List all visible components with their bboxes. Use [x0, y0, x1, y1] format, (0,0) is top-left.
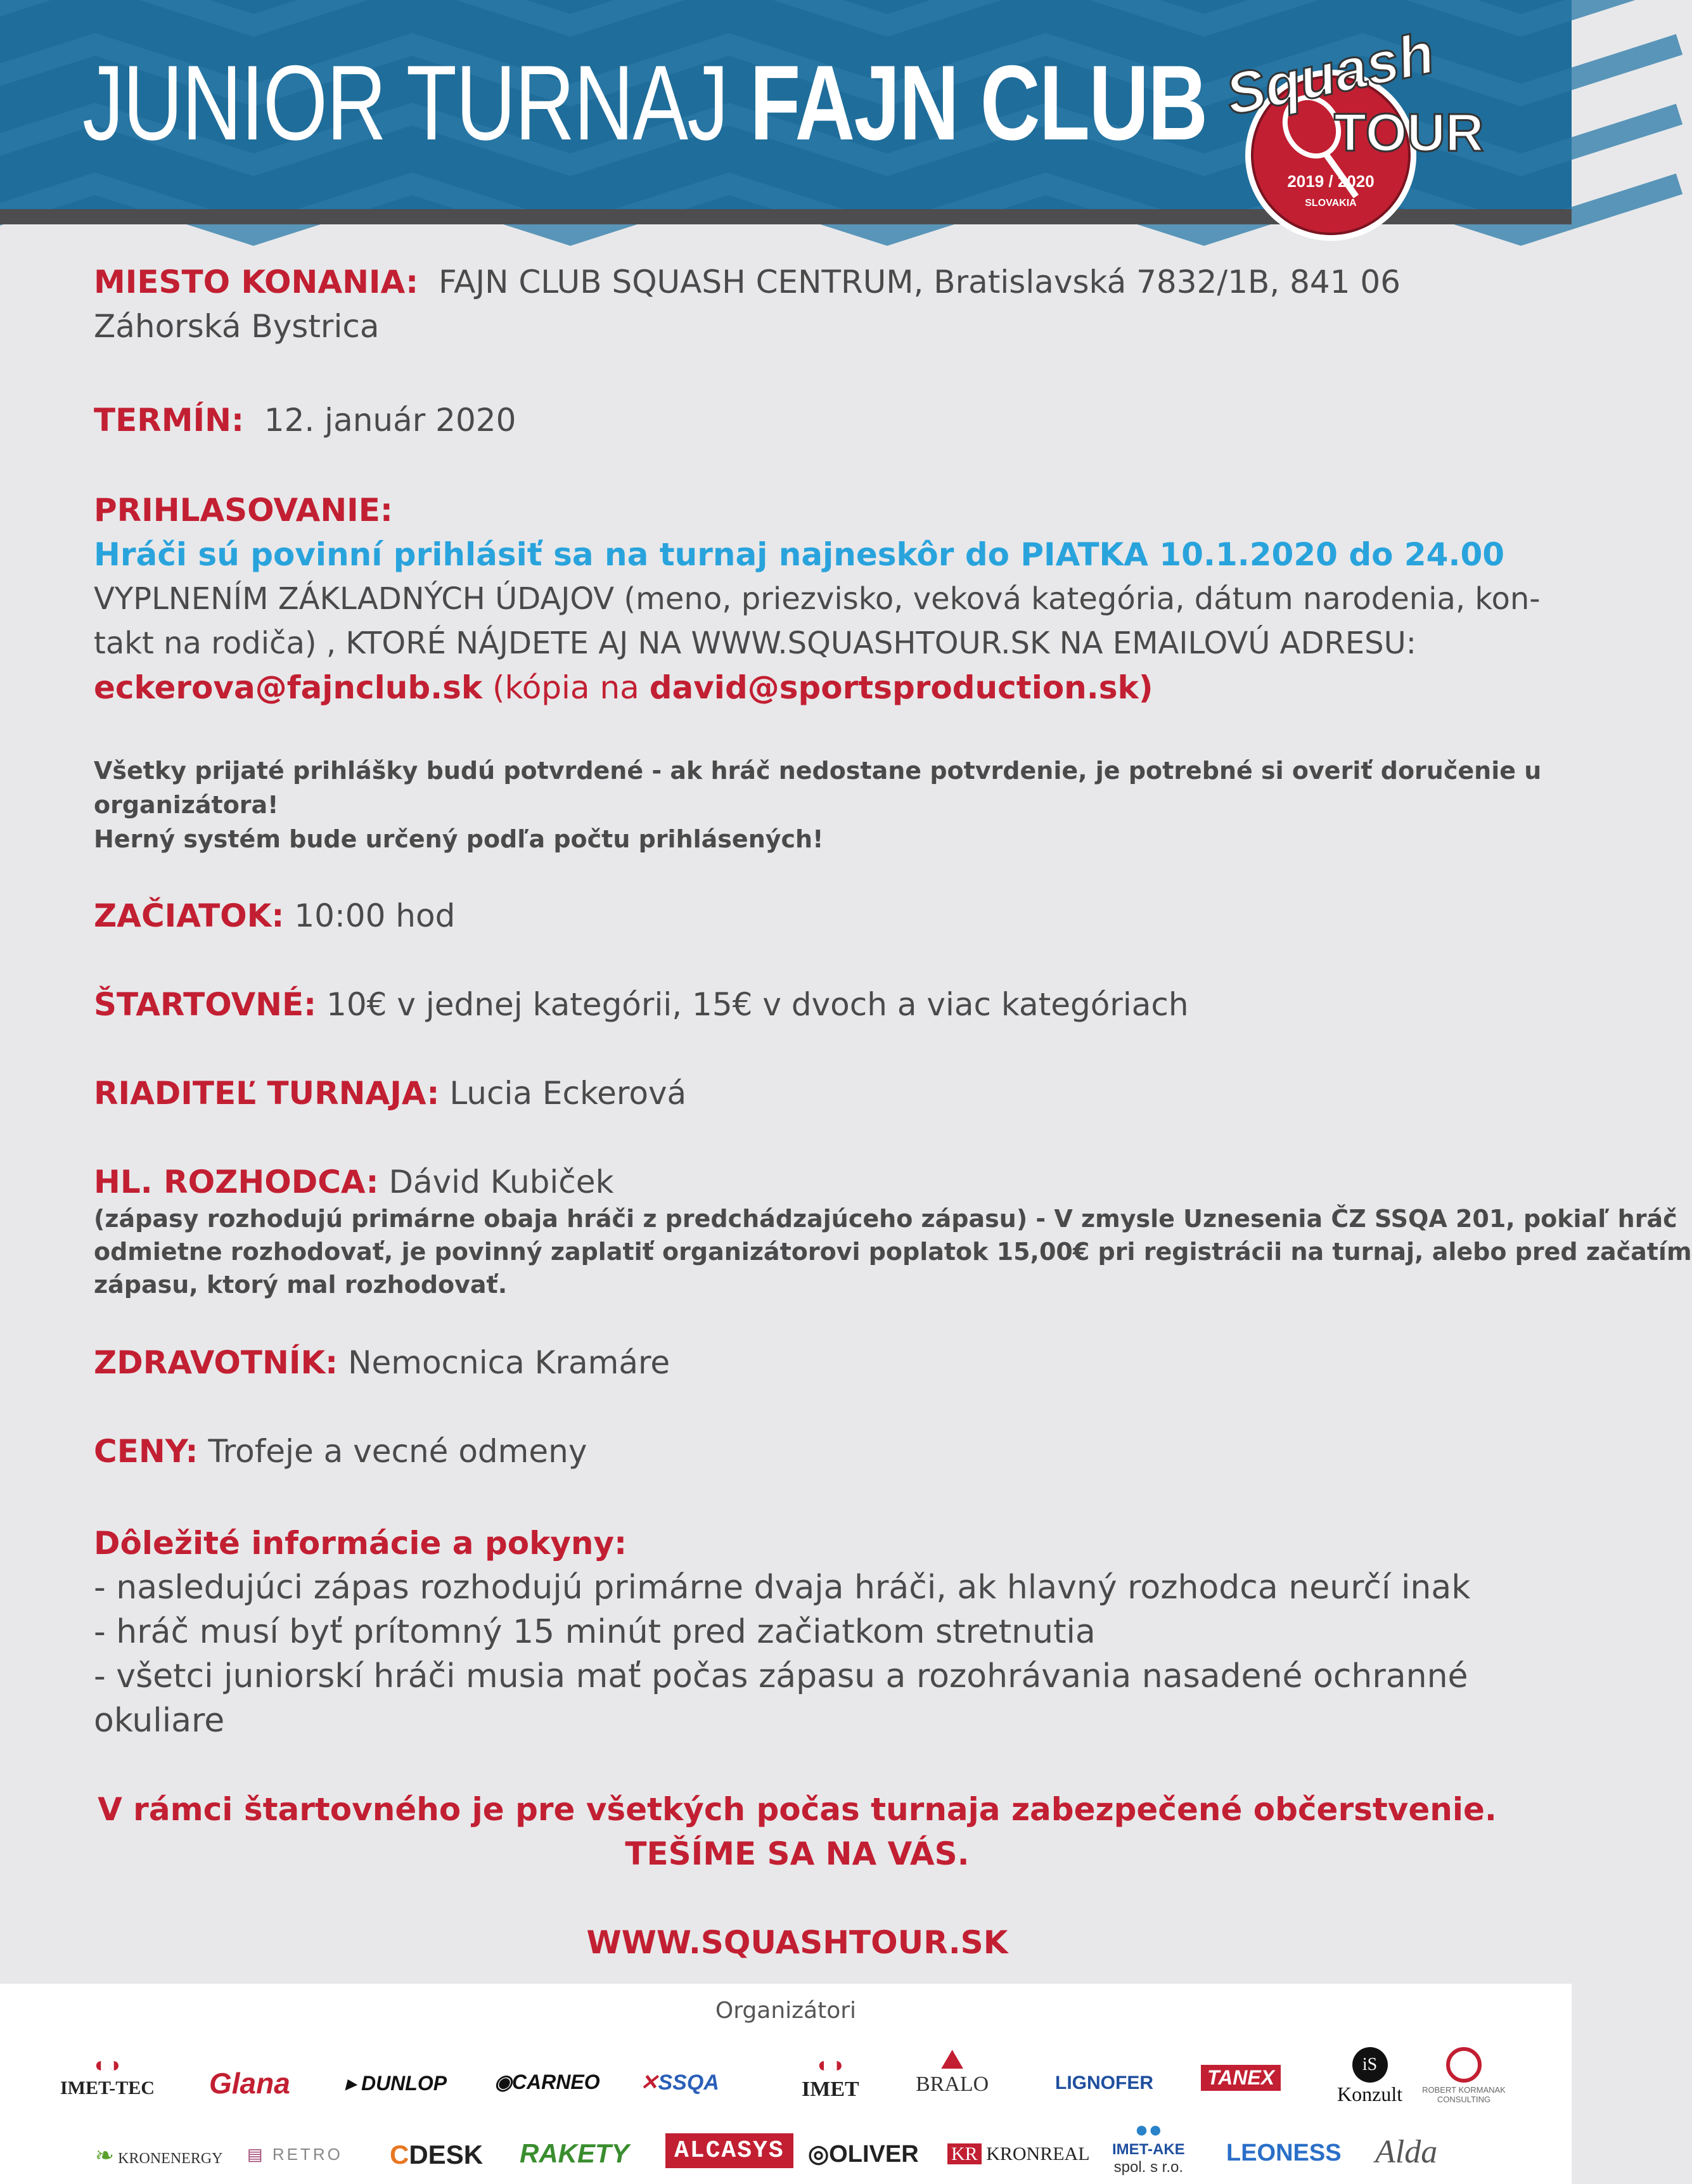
bubble-icon: ●● [1134, 2116, 1163, 2142]
sponsor-logo: ⛰ BRALO [916, 2044, 989, 2096]
important-item: - hráč musí byť prítomný 15 minút pred začiatkom stretnutia [94, 1613, 1096, 1651]
referee-note2: odmietne rozhodovať, je povinný zaplatiť organizátorovi poplatok 15,00€ pri registrácii na turnaj, alebo pred začatím [94, 1238, 1692, 1266]
referee-note3: zápasu, ktorý mal rozhodovať. [94, 1271, 508, 1299]
sponsor-logo: ●● IMET-AKE spol. s r.o. [1112, 2116, 1185, 2176]
referee-line: HL. ROZHODCA: Dávid Kubiček [94, 1164, 614, 1200]
logo-line2: TOUR [1334, 103, 1484, 162]
sponsor-logo: ◉CARNEO [494, 2071, 600, 2093]
director-line: RIADITEĽ TURNAJA: Lucia Eckerová [94, 1075, 687, 1112]
imet-tec-icon: ◐◑ [94, 2053, 120, 2077]
email-primary-link[interactable]: eckerova@fajnclub.sk [94, 669, 483, 706]
sponsor-logo: LEONESS [1226, 2140, 1342, 2166]
medic-line: ZDRAVOTNÍK: Nemocnica Kramáre [94, 1344, 670, 1381]
email-copy-link[interactable]: david@sportsproduction.sk [649, 669, 1139, 706]
venue-line: MIESTO KONANIA: FAJN CLUB SQUASH CENTRUM, Bratislavská 7832/1B, 841 06 [94, 264, 1401, 300]
logo-line1: Squash [1220, 20, 1440, 128]
leaf-icon: ❧ [95, 2143, 115, 2168]
sponsor-logo: RAKETY [520, 2138, 629, 2168]
organizers-label: Organizátori [715, 1998, 857, 2024]
confirm-line1: Všetky prijaté prihlášky budú potvrdené - ak hráč nedostane potvrdenie, je potrebné si overiť doručenie u [94, 757, 1542, 785]
mountain-icon: ⛰ [940, 2044, 965, 2075]
important-item: okuliare [94, 1702, 225, 1740]
is-icon: iS [1352, 2047, 1388, 2083]
sponsor-logo: Glana [209, 2067, 290, 2100]
ring-icon [1446, 2047, 1482, 2083]
sponsor-logo: iS Konzult [1337, 2047, 1402, 2106]
sponsor-logo: ALCASYS [665, 2133, 793, 2168]
kr-icon: KR [947, 2143, 982, 2164]
important-item: - všetci juniorskí hráči musia mať počas zápasu a rozohrávania nasadené ochranné [94, 1657, 1468, 1695]
confirm-line3: Herný systém bude určený podľa počtu prihlásených! [94, 825, 824, 853]
sponsor-logo: CDESK [390, 2140, 484, 2169]
closing-line1: V rámci štartovného je pre všetkých počas turnaja zabezpečené občerstvenie. [98, 1791, 1497, 1828]
squash-tour-logo [1210, 20, 1484, 247]
start-line: ZAČIATOK: 10:00 hod [94, 897, 456, 934]
sponsor-logo: KR KRONREAL [947, 2143, 1090, 2165]
imet-icon: ◐◑ [817, 2053, 843, 2077]
sponsor-logo: Alda [1375, 2134, 1438, 2170]
important-heading: Dôležité informácie a pokyny: [94, 1525, 627, 1562]
important-item: - nasledujúci zápas rozhodujú primárne dvaja hráči, ak hlavný rozhodca neurčí inak [94, 1569, 1471, 1607]
sponsor-logo: LIGNOFER [1055, 2072, 1153, 2093]
website-link[interactable]: WWW.SQUASHTOUR.SK [586, 1924, 1008, 1961]
registration-heading: PRIHLASOVANIE: [94, 492, 393, 529]
sponsors-footer [0, 1984, 1572, 2184]
sponsor-logo: ▸ DUNLOP [345, 2072, 447, 2095]
referee-note1: (zápasy rozhodujú primárne obaja hráči z predchádzajúceho zápasu) - V zmysle Uznesenia ČZ SSQA 201, pokiaľ hráč [94, 1205, 1677, 1233]
registration-emails: eckerova@fajnclub.sk (kópia na david@sportsproduction.sk) [94, 669, 1153, 706]
fee-line: ŠTARTOVNÉ: 10€ v jednej kategórii, 15€ v dvoch a viac kategóriach [94, 986, 1189, 1023]
sponsor-logo: ◐◑ IMET [802, 2053, 859, 2101]
sponsor-logo: ◎OLIVER [808, 2141, 919, 2168]
closing-line2: TEŠÍME SA NA VÁS. [625, 1835, 970, 1872]
venue-line2: Záhorská Bystrica [94, 308, 380, 345]
logo-country: SLOVAKIA [1305, 198, 1357, 209]
logo-season: 2019 / 2020 [1287, 172, 1375, 191]
prizes-line: CENY: Trofeje a vecné odmeny [94, 1433, 587, 1470]
sponsor-logo: ▤ RETRO [247, 2145, 343, 2164]
registration-line2: takt na rodiča) , KTORÉ NÁJDETE AJ NA WWW.SQUASHTOUR.SK NA EMAILOVÚ ADRESU: [94, 626, 1416, 661]
page-title: JUNIOR TURNAJ FAJN CLUB [82, 43, 1207, 162]
sponsor-logo: TANEX [1201, 2065, 1281, 2091]
sponsor-logo: ✕SSQA [640, 2071, 719, 2095]
date-line: TERMÍN: 12. január 2020 [94, 402, 516, 439]
sponsor-logo: ROBERT KORMANAK CONSULTING [1410, 2047, 1518, 2104]
registration-line1: VYPLNENÍM ZÁKLADNÝCH ÚDAJOV (meno, priezvisko, veková kategória, dátum narodenia, kon- [94, 581, 1541, 617]
sponsor-logo: ❧ KRONENERGY [95, 2143, 223, 2168]
registration-notice: Hráči sú povinní prihlásiť sa na turnaj najneskôr do PIATKA 10.1.2020 do 24.00 [94, 536, 1505, 573]
sponsor-logo: ◐◑ IMET-TEC [60, 2053, 155, 2098]
confirm-line2: organizátora! [94, 791, 279, 819]
